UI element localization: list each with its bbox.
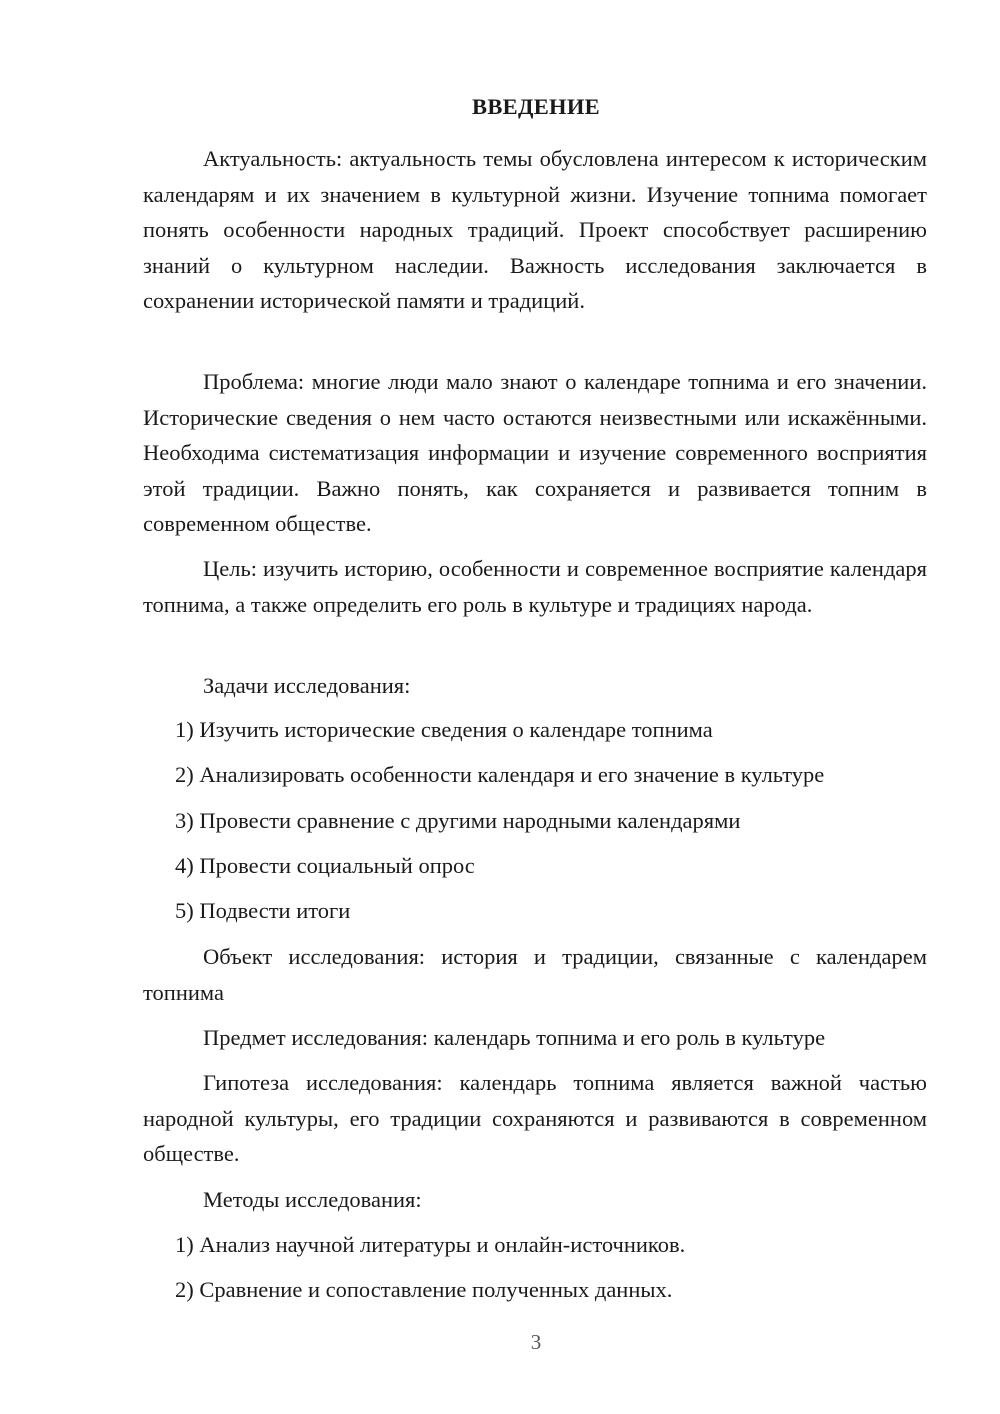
list-item-method-1: 1) Анализ научной литературы и онлайн-источников. — [175, 1232, 686, 1257]
paragraph-subject: Предмет исследования: календарь топнима и его роль в культуре — [203, 1025, 826, 1050]
page-number: 3 — [530, 1330, 542, 1354]
list-item-task-2: 2) Анализировать особенности календаря и его значение в культуре — [175, 762, 825, 787]
section-heading: ВВЕДЕНИЕ — [472, 94, 600, 119]
list-item-task-3: 3) Провести сравнение с другими народными календарями — [175, 808, 741, 833]
list-item-task-5: 5) Подвести итоги — [175, 898, 351, 923]
list-item-task-1: 1) Изучить исторические сведения о календаре топнима — [175, 717, 713, 742]
paragraph-relevance: Актуальность: актуальность темы обусловлена интересом к историческим календарям и их значением в культурной жизни. Изучение топнима помогает понять особенности народных традиций. Проект способствует расширению знаний о культурном наследии. Важность исследования заключается в сохранении исторической памяти и традиций. — [143, 146, 927, 313]
paragraph-object: Объект исследования: история и традиции, связанные с календарем топнима — [143, 944, 927, 1005]
paragraph-problem: Проблема: многие люди мало знают о календаре топнима и его значении. Исторические сведения о нем часто остаются неизвестными или искажёнными. Необходима систематизация информации и изучение современного восприятия этой традиции. Важно понять, как сохраняется и развивается топним в современном обществе. — [143, 369, 927, 536]
tasks-title: Задачи исследования: — [203, 673, 411, 698]
methods-title: Методы исследования: — [203, 1187, 422, 1212]
paragraph-goal: Цель: изучить историю, особенности и современное восприятие календаря топнима, а также определить его роль в культуре и традициях народа. — [143, 556, 927, 617]
paragraph-hypothesis: Гипотеза исследования: календарь топнима является важной частью народной культуры, его традиции сохраняются и развиваются в современном обществе. — [143, 1070, 927, 1166]
list-item-task-4: 4) Провести социальный опрос — [175, 853, 475, 878]
list-item-method-2: 2) Сравнение и сопоставление полученных данных. — [175, 1277, 673, 1302]
